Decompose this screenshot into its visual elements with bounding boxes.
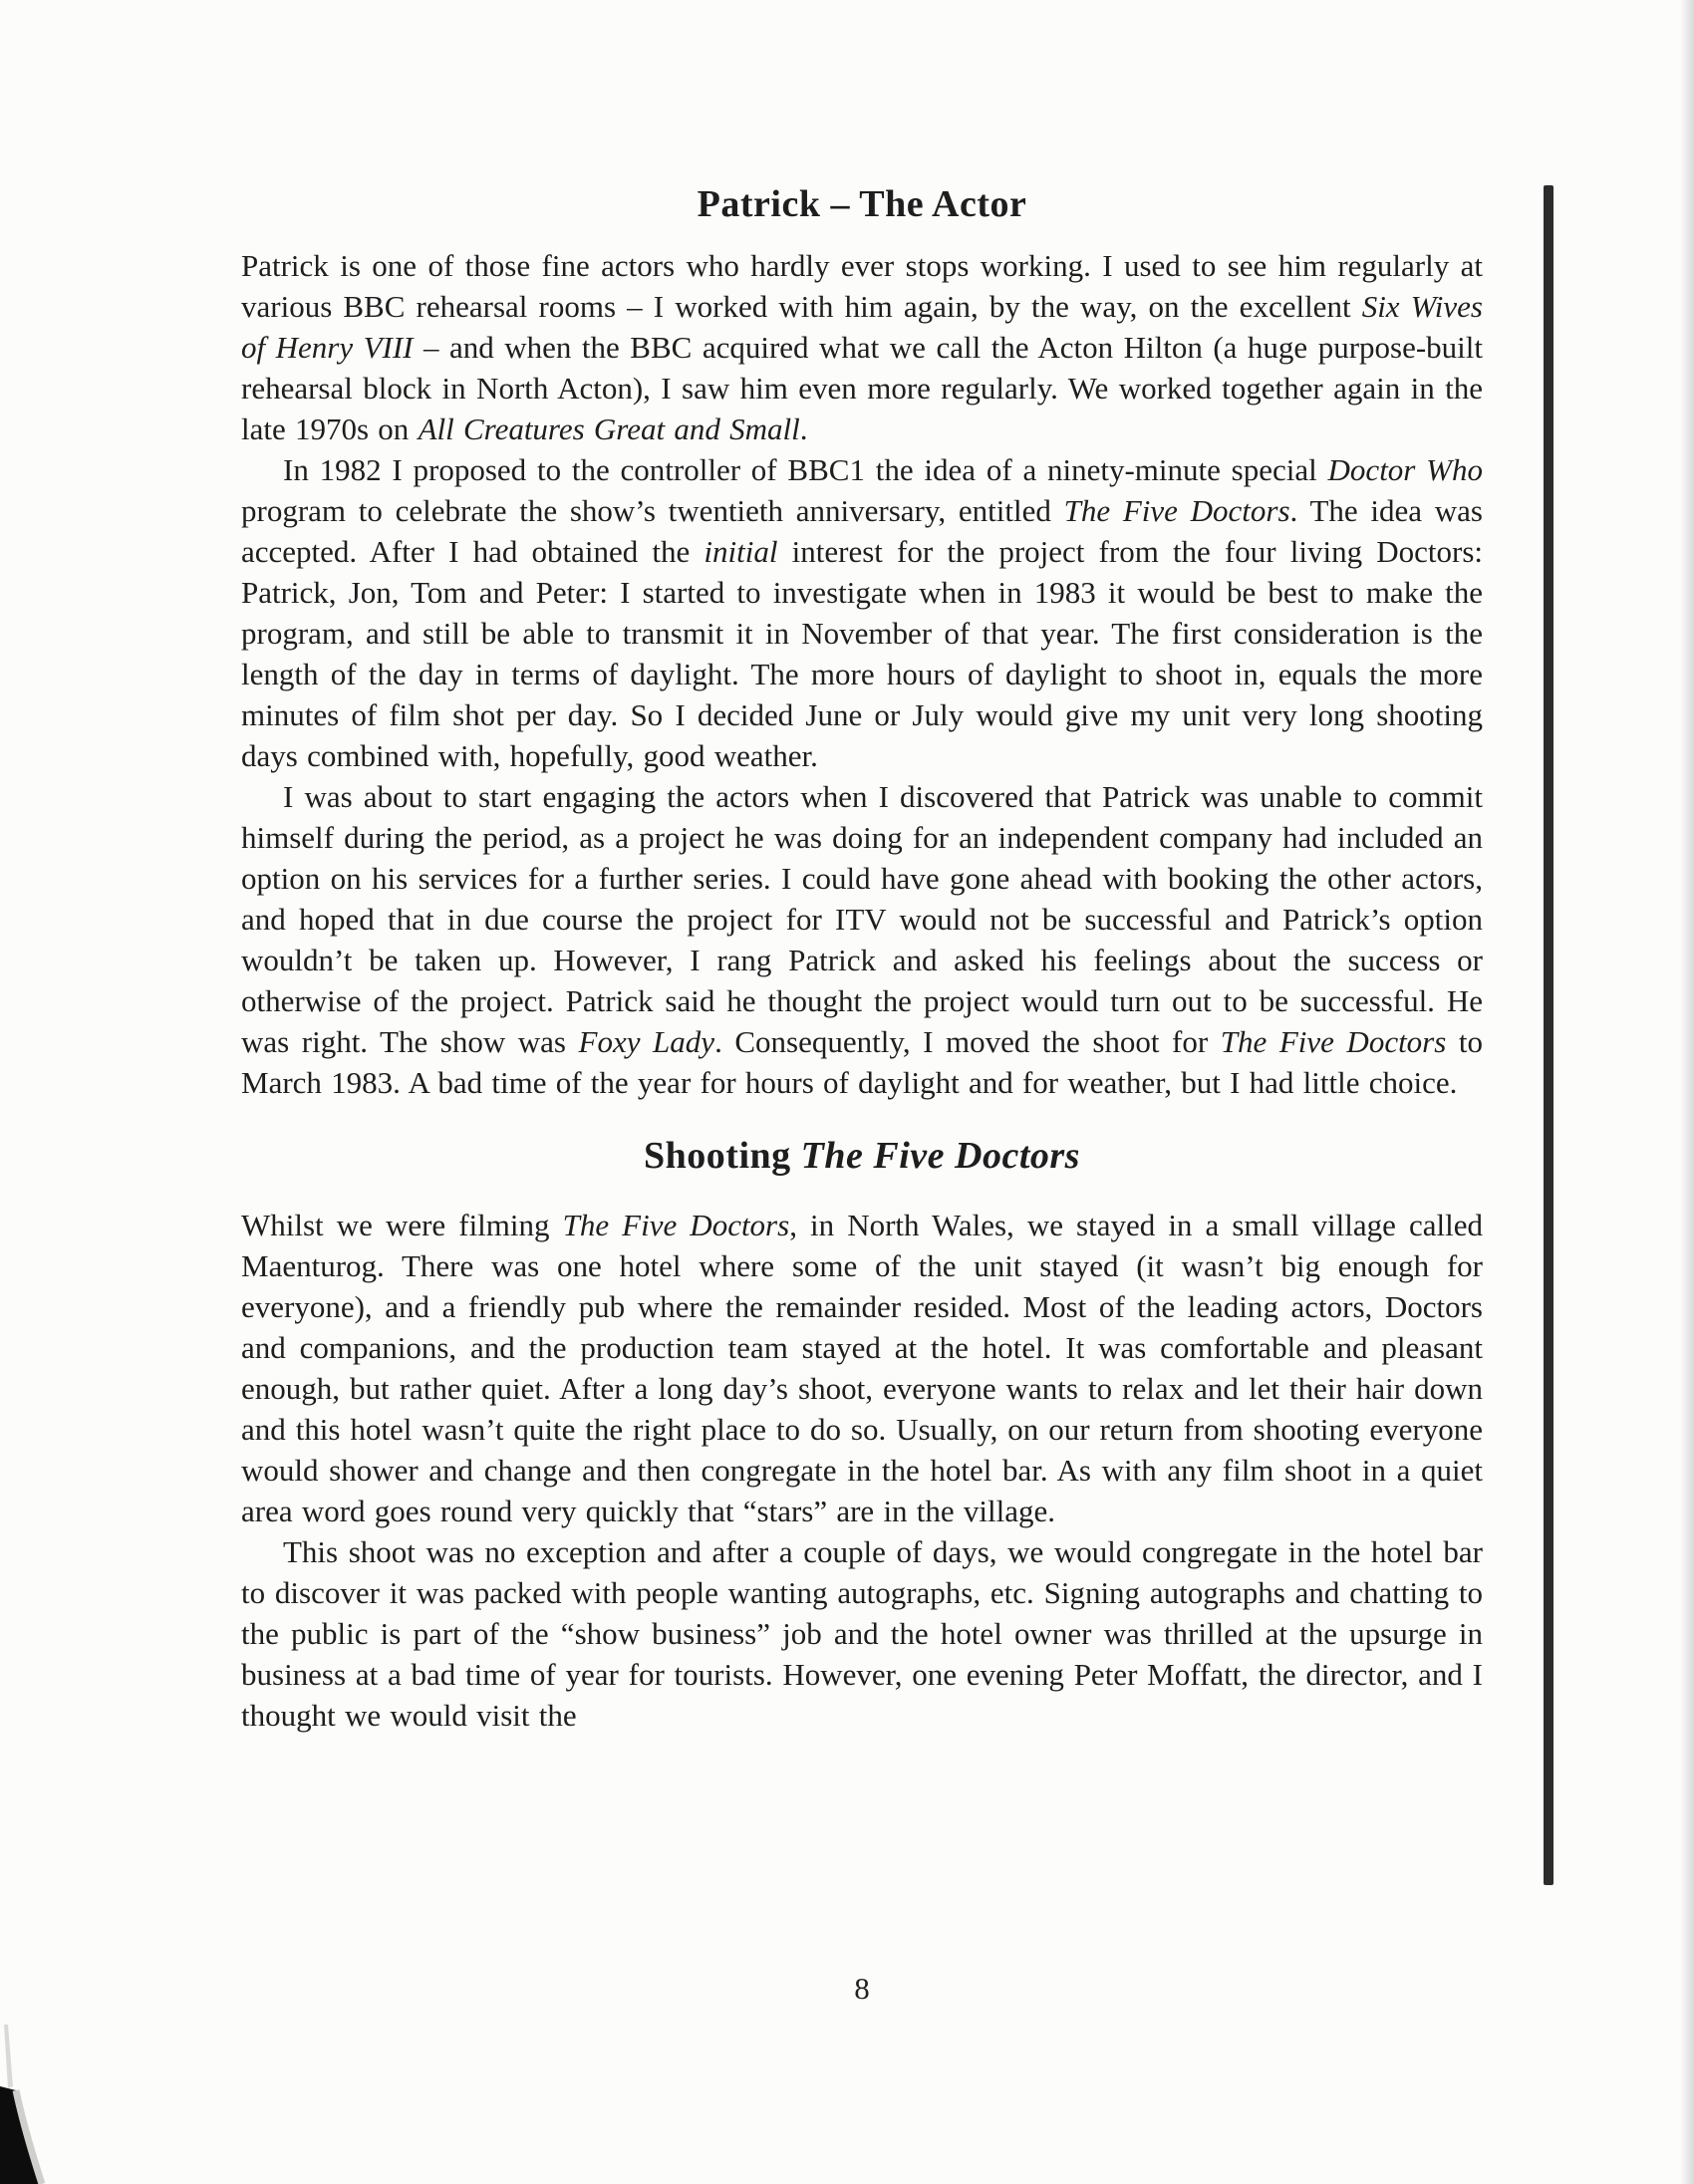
- text: , in North Wales, we stayed in a small village called Maenturog. There was one hotel where some of the unit stayed (it wasn’t big enough for everyone), and a friendly pub where the remainder resided. Most of the leading actors, Doctors and companions, and the production team stayed at the hotel. It was comfortable and pleasant enough, but rather quiet. After a long day’s shoot, everyone wants to relax and let their hair down and this hotel wasn’t quite the right place to do so. Usually, on our return from shooting everyone would shower and change and then congregate in the hotel bar. As with any film shoot in a quiet area word goes round very quickly that “stars” are in the village.: [241, 1208, 1483, 1528]
- italic-text: Foxy Lady: [578, 1024, 715, 1059]
- italic-text: Six Wives of Henry VIII: [241, 289, 1483, 365]
- text: This shoot was no exception and after a couple of days, we would congregate in the hotel bar to discover it was packed with people wanting autographs, etc. Signing autographs and chatting to the public is part of the “show business” job and the hotel owner was thrilled at the upsurge in business at a bad time of year for tourists. However, one evening Peter Moffatt, the director, and I thought we would visit the: [241, 1534, 1483, 1733]
- text: . The idea was accepted. After I had obtained the: [241, 493, 1483, 569]
- text: .: [799, 411, 808, 446]
- text: Patrick is one of those fine actors who hardly ever stops working. I used to see him regularly at various BBC rehearsal rooms – I worked with him again, by the way, on the excellent: [241, 248, 1483, 324]
- italic-text: initial: [704, 534, 778, 569]
- paragraph: [241, 245, 1483, 449]
- italic-text: The Five Doctors: [562, 1208, 790, 1242]
- binding-margin-line: [1544, 185, 1553, 1885]
- text: I was about to start engaging the actors when I discovered that Patrick was unable to commit himself during the period, as a project he was doing for an independent company had included an option on his services for a further series. I could have gone ahead with booking the other actors, and hoped that in due course the project for ITV would not be successful and Patrick’s option wouldn’t be taken up. However, I rang Patrick and asked his feelings about the success or otherwise of the project. Patrick said he thought the project would turn out to be successful. He was right. The show was: [241, 779, 1483, 1059]
- italic-text: The Five Doctors: [1220, 1024, 1447, 1059]
- paragraph: [241, 1205, 1483, 1531]
- text: . Consequently, I moved the shoot for: [714, 1024, 1221, 1059]
- section-heading: [241, 1133, 1483, 1179]
- text: In 1982 I proposed to the controller of BBC1 the idea of a ninety-minute special: [283, 452, 1328, 487]
- page-edge-shadow: [1680, 0, 1694, 2184]
- italic-text: The Five Doctors: [1063, 493, 1290, 528]
- page-number: 8: [854, 1971, 870, 2006]
- italic-text: The Five Doctors: [800, 1135, 1080, 1177]
- scan-corner-artifact: [0, 2025, 120, 2184]
- text-column: [241, 181, 1483, 1736]
- italic-text: Doctor Who: [1327, 452, 1483, 487]
- text: to March 1983. A bad time of the year for hours of daylight and for weather, but I had little choice.: [241, 1024, 1483, 1100]
- text: Patrick – The Actor: [697, 183, 1027, 225]
- text: Shooting: [644, 1135, 801, 1177]
- text: – and when the BBC acquired what we call the Acton Hilton (a huge purpose-built rehearsal block in North Acton), I saw him even more regularly. We worked together again in the late 1970s on: [241, 330, 1483, 446]
- text: program to celebrate the show’s twentieth anniversary, entitled: [241, 493, 1064, 528]
- page-title: [241, 181, 1483, 227]
- paragraph: [241, 1531, 1483, 1736]
- paragraph: [241, 449, 1483, 776]
- paragraph: [241, 776, 1483, 1103]
- text: interest for the project from the four living Doctors: Patrick, Jon, Tom and Peter: I started to investigate when in 1983 it would be best to make the program, and still be able to transmit it in November of that year. The first consideration is the length of the day in terms of daylight. The more hours of daylight to shoot in, equals the more minutes of film shot per day. So I decided June or July would give my unit very long shooting days combined with, hopefully, good weather.: [241, 534, 1483, 773]
- italic-text: All Creatures Great and Small: [418, 411, 800, 446]
- text: Whilst we were filming: [241, 1208, 563, 1242]
